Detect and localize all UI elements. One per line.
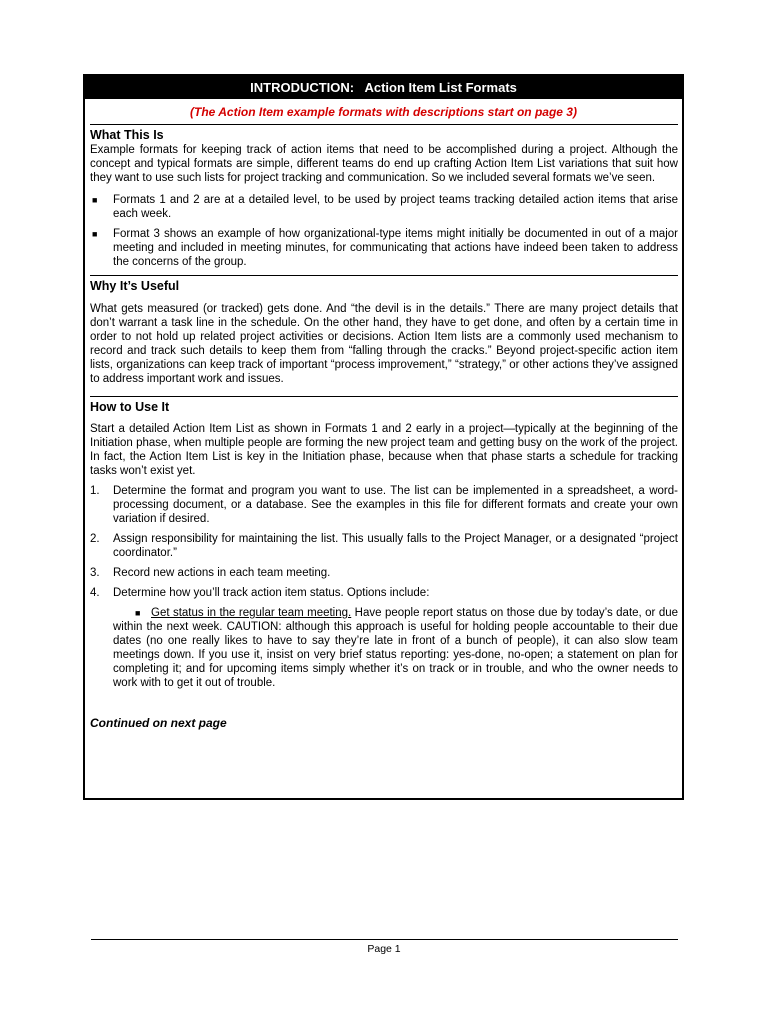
list-item: ■ Format 3 shows an example of how organizational-type items might initially be documented in out of a major meeting and included in meeting minutes, for communicating that actions have indeed been taken to address the concerns of the group. xyxy=(92,228,678,268)
document-title: INTRODUCTION: Action Item List Formats xyxy=(85,76,682,99)
section-heading: Why It’s Useful xyxy=(90,279,180,293)
list-item: 1. Determine the format and program you want to use. The list can be implemented in a spreadsheet, a word-processing document, or a database. See the examples in this file for different formats and create your own variation if desired. xyxy=(90,485,678,525)
list-item: ■ Get status in the regular team meeting. Have people report status on those due by today’s date, or due within the next week. CAUTION: although this approach is useful for holding people accountable to their due dates (no one really likes to have to say they’re late in front of a bunch of people), it can also slow team meetings down. If you use it, insist on very brief status reporting: yes-done, no-open; a statement on plan for completing it; and for upcoming items simply whether it’s on track or in trouble, and who the owner needs to work with to get it out of trouble. xyxy=(113,607,679,689)
bullet-icon: ■ xyxy=(92,229,98,239)
section-what-this-is xyxy=(90,124,678,269)
bullet-list xyxy=(90,193,678,269)
list-item: ■ Formats 1 and 2 are at a detailed level, to be used by project teams tracking detailed action items that arise each week. xyxy=(92,194,678,220)
list-item: 3. Record new actions in each team meeting. xyxy=(90,567,331,579)
section-heading: How to Use It xyxy=(90,400,170,414)
section-paragraph: Start a detailed Action Item List as shown in Formats 1 and 2 early in a project—typically at the beginning of the Initiation phase, when multiple people are forming the new project team and getting busy on the work of the project. In fact, the Action Item List is key in the Initiation phase, because when that phase starts a schedule for tracking tasks won’t exist yet. xyxy=(90,423,678,477)
footer-divider xyxy=(91,939,678,940)
section-how-to-use-it xyxy=(90,396,678,730)
list-item: 4. Determine how you’ll track action item status. Options include: xyxy=(90,587,430,599)
numbered-list xyxy=(90,484,678,600)
continued-note: Continued on next page xyxy=(90,716,227,730)
section-heading: What This Is xyxy=(90,128,164,142)
document-subtitle: (The Action Item example formats with descriptions start on page 3) xyxy=(190,105,577,119)
section-why-its-useful xyxy=(90,275,678,386)
bullet-icon: ■ xyxy=(135,608,141,618)
bullet-icon: ■ xyxy=(92,195,98,205)
page-number: Page 1 xyxy=(367,943,401,955)
section-paragraph: Example formats for keeping track of action items that need to be accomplished during a project. Although the concept and typical formats are simple, different teams do end up crafting Action Item List variations that suit how they want to use such lists for project tracking and communication. So we included several formats we’ve seen. xyxy=(90,144,678,184)
section-paragraph: What gets measured (or tracked) gets done. And “the devil is in the details.” There are many project details that don’t warrant a task line in the schedule. On the other hand, they have to get done, and often by a certain time in order to not hold up related project activities or decisions. Action Item lists are a commonly used mechanism to record and track such details to keep them from “falling through the cracks.” Beyond project-specific action item lists, organizations can keep track of important “process improvement,” “strategy,” or other actions they’ve assigned to address important work and issues. xyxy=(90,303,678,385)
document-content xyxy=(85,124,682,730)
sub-bullet-list xyxy=(113,606,678,690)
document-frame xyxy=(83,74,684,800)
list-item: 2. Assign responsibility for maintaining the list. This usually falls to the Project Manager, or a designated “project coordinator.” xyxy=(90,533,678,559)
